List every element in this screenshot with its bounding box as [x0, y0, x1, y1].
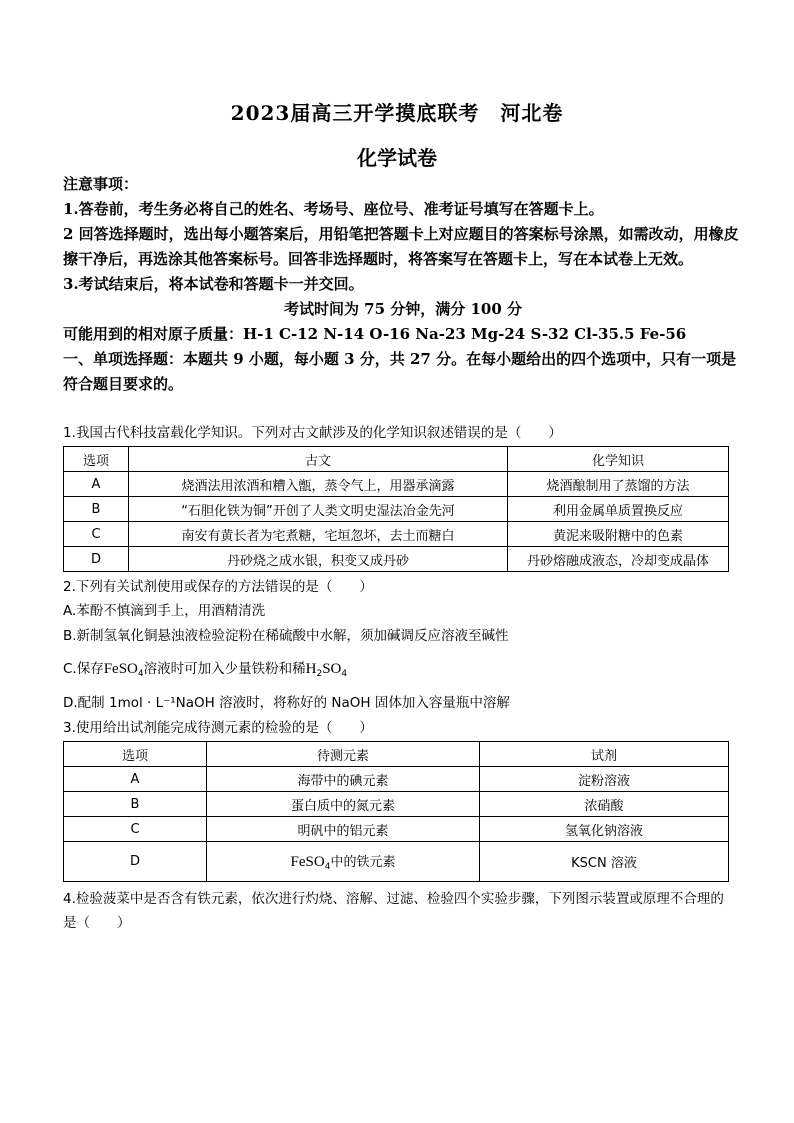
table-header-cell: 试剂 [480, 742, 729, 767]
q2-c-subscript: 4 [137, 669, 144, 679]
table-cell: C [64, 522, 129, 547]
table-header-cell: 选项 [64, 447, 129, 472]
table-cell: 南安有黄长者为宅煮糖，宅垣忽坏，去土而糖白 [129, 522, 508, 547]
table-cell: 淀粉溶液 [480, 767, 729, 792]
notes-block [63, 172, 743, 397]
table-cell: 海带中的碘元素 [207, 767, 480, 792]
table-cell: D [64, 842, 207, 882]
exam-time: 考试时间为 75 分钟，满分 100 分 [283, 300, 523, 318]
q2-c-middle: 溶液时可加入少量铁粉和稀 [143, 661, 306, 677]
exam-title: 2023届高三开学摸底联考 河北卷 [230, 101, 564, 125]
table-row [64, 497, 729, 522]
table-header-cell: 选项 [64, 742, 207, 767]
table-row [64, 472, 729, 497]
table-cell: “石胆化铁为铜”开创了人类文明史湿法冶金先河 [129, 497, 508, 522]
q2-c-prefix: C.保存 [63, 661, 104, 677]
table-cell: C [64, 817, 207, 842]
table-row [64, 817, 729, 842]
q2-c-formula3: SO [322, 661, 342, 677]
table-row [64, 522, 729, 547]
q2-c-subscript3: 4 [341, 669, 348, 679]
q2-option-a: A.苯酚不慎滴到手上，用酒精清洗 [63, 603, 266, 619]
table-header-cell: 古文 [129, 447, 508, 472]
q2-c-formula2: H [305, 661, 317, 677]
note-item-1: 1.答卷前，考生务必将自己的姓名、考场号、座位号、准考证号填写在答题卡上。 [63, 200, 604, 218]
table-cell: 烧酒法用浓酒和糟入甑，蒸令气上，用器承滴露 [129, 472, 508, 497]
q2-c-subscript2: 2 [316, 669, 323, 679]
table-cell: B [64, 497, 129, 522]
notes-heading: 注意事项： [63, 175, 139, 193]
section-heading: 一、单项选择题：本题共 9 小题，每小题 3 分，共 27 分。在每小题给出的四个选项中，只有一项是符合题目要求的。 [63, 350, 737, 393]
table-cell: B [64, 792, 207, 817]
note-item-3: 3.考试结束后，将本试卷和答题卡一并交回。 [63, 275, 364, 293]
table-cell: 氢氧化钠溶液 [480, 817, 729, 842]
q4-stem: 4.检验菠菜中是否含有铁元素，依次进行灼烧、溶解、过滤、检验四个实验步骤，下列图示装置或原理不合理的是（ ） [63, 891, 724, 931]
q3-stem: 3.使用给出试剂能完成待测元素的检验的是（ ） [63, 720, 373, 736]
table-cell: KSCN 溶液 [480, 842, 729, 882]
table-cell: 浓硝酸 [480, 792, 729, 817]
table-cell: 丹砂烧之成水银，积变又成丹砂 [129, 547, 508, 572]
table-row [64, 792, 729, 817]
q2-option-b: B.新制氢氧化铜悬浊液检验淀粉在稀硫酸中水解，须加碱调反应溶液至碱性 [63, 628, 509, 644]
table-cell: 烧酒酿制用了蒸馏的方法 [508, 472, 729, 497]
table-cell [207, 842, 480, 882]
table-cell: 黄泥来吸附糖中的色素 [508, 522, 729, 547]
table-row [64, 767, 729, 792]
q2-option-d: D.配制 1mol · L⁻¹NaOH 溶液时，将称好的 NaOH 固体加入容量瓶中溶解 [63, 695, 510, 711]
table-cell: 利用金属单质置换反应 [508, 497, 729, 522]
q2-stem: 2.下列有关试剂使用或保存的方法错误的是（ ） [63, 579, 373, 595]
table-row [64, 547, 729, 572]
note-item-2: 2 回答选择题时，选出每小题答案后，用铅笔把答题卡上对应题目的答案标号涂黑，如需改动，用橡皮擦干净后，再选涂其他答案标号。回答非选择题时，将答案写在答题卡上，写在本试卷上无效。 [63, 225, 739, 268]
table-cell: A [64, 767, 207, 792]
table-cell: 明矾中的铝元素 [207, 817, 480, 842]
q2-option-c [63, 659, 347, 684]
table-cell: A [64, 472, 129, 497]
table-row [64, 842, 729, 882]
subject-title: 化学试卷 [357, 146, 437, 170]
q2-c-formula: FeSO [103, 661, 138, 677]
table-header-row [64, 447, 729, 472]
q1-stem: 1.我国古代科技富载化学知识。下列对古文献涉及的化学知识叙述错误的是（ ） [63, 425, 562, 441]
table-cell: 蛋白质中的氮元素 [207, 792, 480, 817]
table-header-cell: 待测元素 [207, 742, 480, 767]
q3-d-subscript: 4 [324, 862, 331, 872]
q3-table [63, 741, 729, 882]
q3-d-text: 中的铁元素 [330, 855, 396, 870]
table-header-cell: 化学知识 [508, 447, 729, 472]
q3-d-formula: FeSO [290, 854, 325, 870]
table-header-row [64, 742, 729, 767]
table-cell: 丹砂熔融成液态，冷却变成晶体 [508, 547, 729, 572]
q1-table [63, 446, 729, 572]
atomic-mass: 可能用到的相对原子质量：H-1 C-12 N-14 O-16 Na-23 Mg-24 S-32 Cl-35.5 Fe-56 [63, 325, 687, 343]
table-cell: D [64, 547, 129, 572]
